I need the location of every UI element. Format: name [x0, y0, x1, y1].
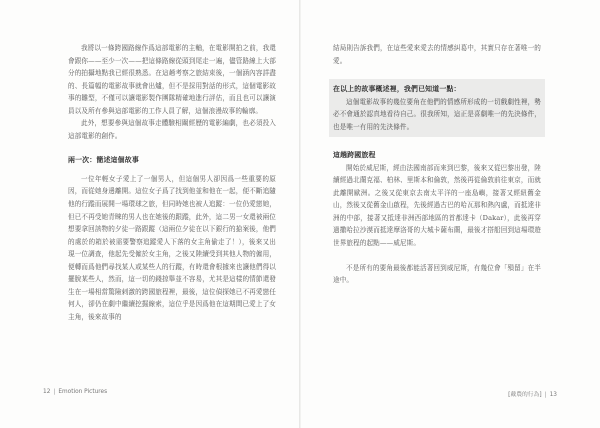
intro-paragraph-2: 此外，想要參與這個故事走體驗相關經歷的電影編劇，也必須投入這部電影的創作。	[68, 119, 276, 140]
right-page-footer: [戴農的行為] | 13	[508, 392, 557, 398]
right-page-number: 13	[549, 392, 557, 398]
intro-paragraph-1: 我將以一條跨國路線作爲這部電影的主軸，在電影開拍之前，我還會跟你——至少一次——把這條路線從頭到尾走一遍，儘管路線上大部分的拍攝地點我已經很熟悉。在這趟考察之旅結束後，一個涵內容詳盡的、長篇幅的電影故事就會出爐，但不是採用對話的形式，這個電影故事的雛型，不僅可以讓電影製作團隊精確地進行評估，而且也可以讓演員以及所有參與這部電影的工作人員了解，這個浪漫故事的輪廓。	[68, 44, 276, 115]
right-running-title: [戴農的行為]	[508, 392, 542, 398]
callout-heading: 在以上的故事概述裡，我們已知道一點：	[333, 85, 461, 94]
section-heading-journey: 這趟跨國旅程	[333, 151, 376, 160]
continued-paragraph: 結局則告訴我們，在這些愛來愛去的情感糾葛中，其實只存在著唯一的愛。	[333, 44, 541, 65]
journey-paragraph: 開始於威尼斯，經由法國南部而來到巴黎，後來又從巴黎出發，陸續經過北蘭克福、柏林、里斯本和倫敦，然後再從倫敦前往東京，而就此離開歐洲。之後又從東京去南太平洋的一座島嶼，接著又經紐舊金山，然後又從舊金山啟程，先後經過古巴的哈瓦那和熱內盧，而抵達非洲的中部，接著又抵達非洲西部地區的首都達卡（Dakar），此後再穿過撒哈拉沙漠而抵達摩洛哥的大城卡薩布蘭，最後才搭船回到這場環遊世界旅程的起點——威尼斯。	[333, 163, 541, 248]
section-heading-story-summary: 兩一次：簡述這個故事	[68, 156, 139, 165]
callout-box	[329, 79, 545, 137]
story-summary-paragraph: 一位年輕女子愛上了一個男人，但這個男人卻因爲一些重要的原因，而從她身邊離開。這位女子爲了找到他並和他在一起，便不斷追隨他的行蹤而展開一場環球之旅，但同時她也被人追蹤：一位仍愛戀她，但已不再受她青睞的男人也在她後的跟蹤，此外，這二男一女還被兩位想要拿回該物的夕徒一路跟蹤（這兩位夕徒在以下銀行的搶案後，他們的處於的箱於被需要警察追蹤愛人下落的女主角偷走了！），後來又出現一位調查，他起先受僱於女主角，之後又陸續受到其他人物的僱用，便轉而爲他們尋找某人或某些人的行蹤，有時還會根據來也讓他們得以擺脫某些人，然而，這一切的錢掠舉並不容易，尤其是這樣的情節還發生在一場相當驚險刺激的跨國旅程裡，最後，這位偵探她已不再愛戀任何人，卻仍在劇中繼續挖掘線索，這位乎是因爲他在這期間已愛上了女主角，後來故事的	[68, 174, 276, 321]
left-running-title: Emotion Pictures	[58, 389, 108, 395]
left-page-number: 12	[43, 389, 51, 395]
left-page	[0, 0, 299, 428]
right-page	[301, 0, 600, 428]
callout-paragraph: 這個電影故事的幾位要角在他們的情感所形成的一切戲劇性裡，勢必不會通於認真地看待自己。很我所知，這正是喜劇唯一的先決條件，也是唯一有用的先決條件。	[333, 97, 541, 131]
right-text-column	[333, 42, 541, 287]
left-page-footer: 12 | Emotion Pictures	[43, 389, 108, 395]
closing-paragraph: 不是所有的要角最後都能活著回到威尼斯，有幾位會「殞留」在半途中。	[333, 263, 541, 285]
left-text-column	[68, 42, 276, 323]
